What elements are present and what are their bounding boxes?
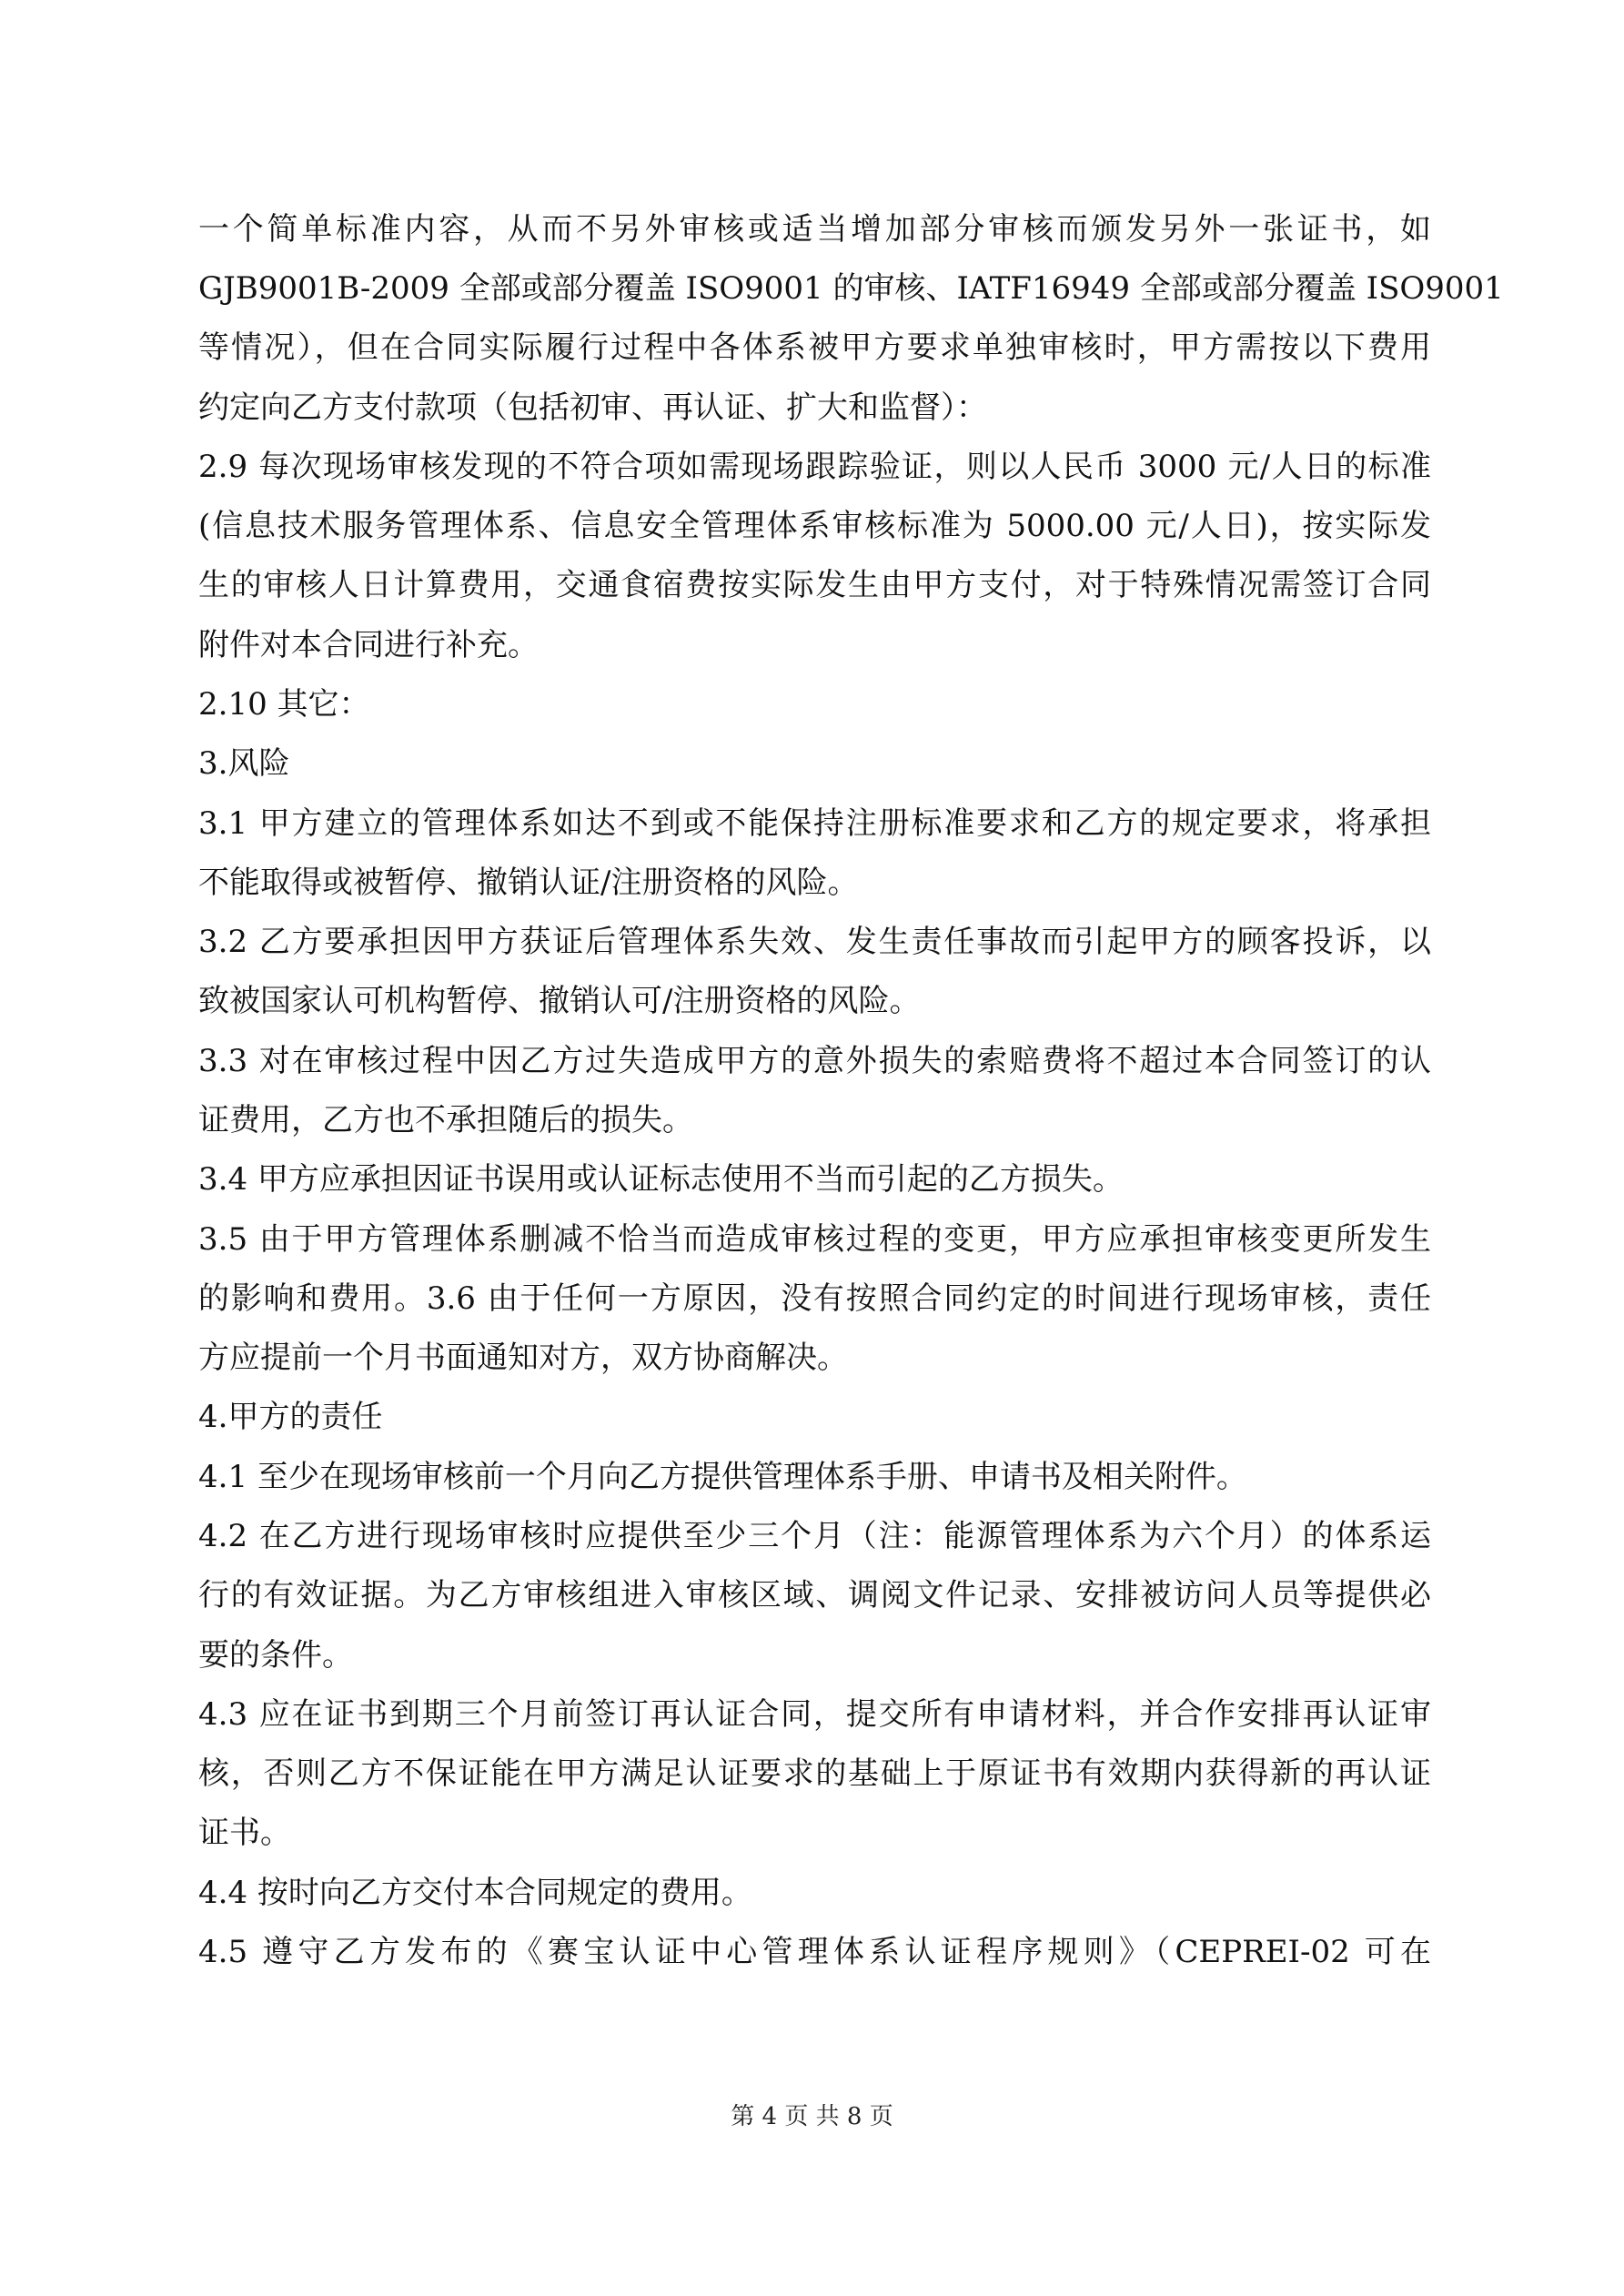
text-line: 证费用，乙方也不承担随后的损失。 [198,1102,693,1138]
text-line: 4.2 在乙方进行现场审核时应提供至少三个月（注：能源管理体系为六个月）的体系运 [198,1518,1431,1554]
text-line: 3.2 乙方要承担因甲方获证后管理体系失效、发生责任事故而引起甲方的顾客投诉，以 [198,924,1431,960]
text-line: 3.5 由于甲方管理体系删减不恰当而造成审核过程的变更，甲方应承担审核变更所发生 [198,1221,1431,1258]
text-line: (信息技术服务管理体系、信息安全管理体系审核标准为 5000.00 元/人日)，按实际发 [198,508,1431,544]
text-line: 2.9 每次现场审核发现的不符合项如需现场跟踪验证，则以人民币 3000 元/人日的标准 [198,449,1431,485]
text-line: 3.4 甲方应承担因证书误用或认证标志使用不当而引起的乙方损失。 [198,1161,1124,1198]
text-line: 约定向乙方支付款项（包括初审、再认证、扩大和监督）： [198,389,987,426]
text-line: 等情况），但在合同实际履行过程中各体系被甲方要求单独审核时，甲方需按以下费用 [198,329,1431,366]
section-heading: 2.10 其它： [198,686,370,723]
section-heading: 4.甲方的责任 [198,1399,383,1435]
page-number: 第 4 页 共 8 页 [731,2103,893,2130]
section-heading: 3.风险 [198,745,290,782]
text-line: 4.3 应在证书到期三个月前签订再认证合同，提交所有申请材料，并合作安排再认证审 [198,1696,1431,1733]
text-line: 附件对本合同进行补充。 [198,627,539,663]
text-line: 4.4 按时向乙方交付本合同规定的费用。 [198,1875,752,1911]
text-line: 一个简单标准内容，从而不另外审核或适当增加部分审核而颁发另外一张证书，如 [198,211,1431,248]
text-line: 要的条件。 [198,1637,353,1674]
text-line: 3.1 甲方建立的管理体系如达不到或不能保持注册标准要求和乙方的规定要求，将承担 [198,805,1431,842]
text-line: GJB9001B-2009 全部或部分覆盖 ISO9001 的审核、IATF16949 全部或部分覆盖 ISO9001 [198,270,1504,307]
text-line: 行的有效证据。为乙方审核组进入审核区域、调阅文件记录、安排被访问人员等提供必 [198,1577,1431,1613]
text-line: 不能取得或被暂停、撤销认证/注册资格的风险。 [198,865,859,901]
text-line: 生的审核人日计算费用，交通食宿费按实际发生由甲方支付，对于特殊情况需签订合同 [198,567,1431,603]
text-line: 4.5 遵守乙方发布的《赛宝认证中心管理体系认证程序规则》（CEPREI-02 可在 [198,1934,1431,1970]
text-line: 核，否则乙方不保证能在甲方满足认证要求的基础上于原证书有效期内获得新的再认证 [198,1755,1431,1792]
text-line: 证书。 [198,1815,291,1851]
text-line: 3.3 对在审核过程中因乙方过失造成甲方的意外损失的索赔费将不超过本合同签订的认 [198,1043,1431,1079]
text-line: 方应提前一个月书面通知对方，双方协商解决。 [198,1340,848,1376]
text-line: 致被国家认可机构暂停、撤销认可/注册资格的风险。 [198,983,921,1019]
text-line: 的影响和费用。3.6 由于任何一方原因，没有按照合同约定的时间进行现场审核，责任 [198,1280,1431,1317]
text-line: 4.1 至少在现场审核前一个月向乙方提供管理体系手册、申请书及相关附件。 [198,1459,1247,1495]
